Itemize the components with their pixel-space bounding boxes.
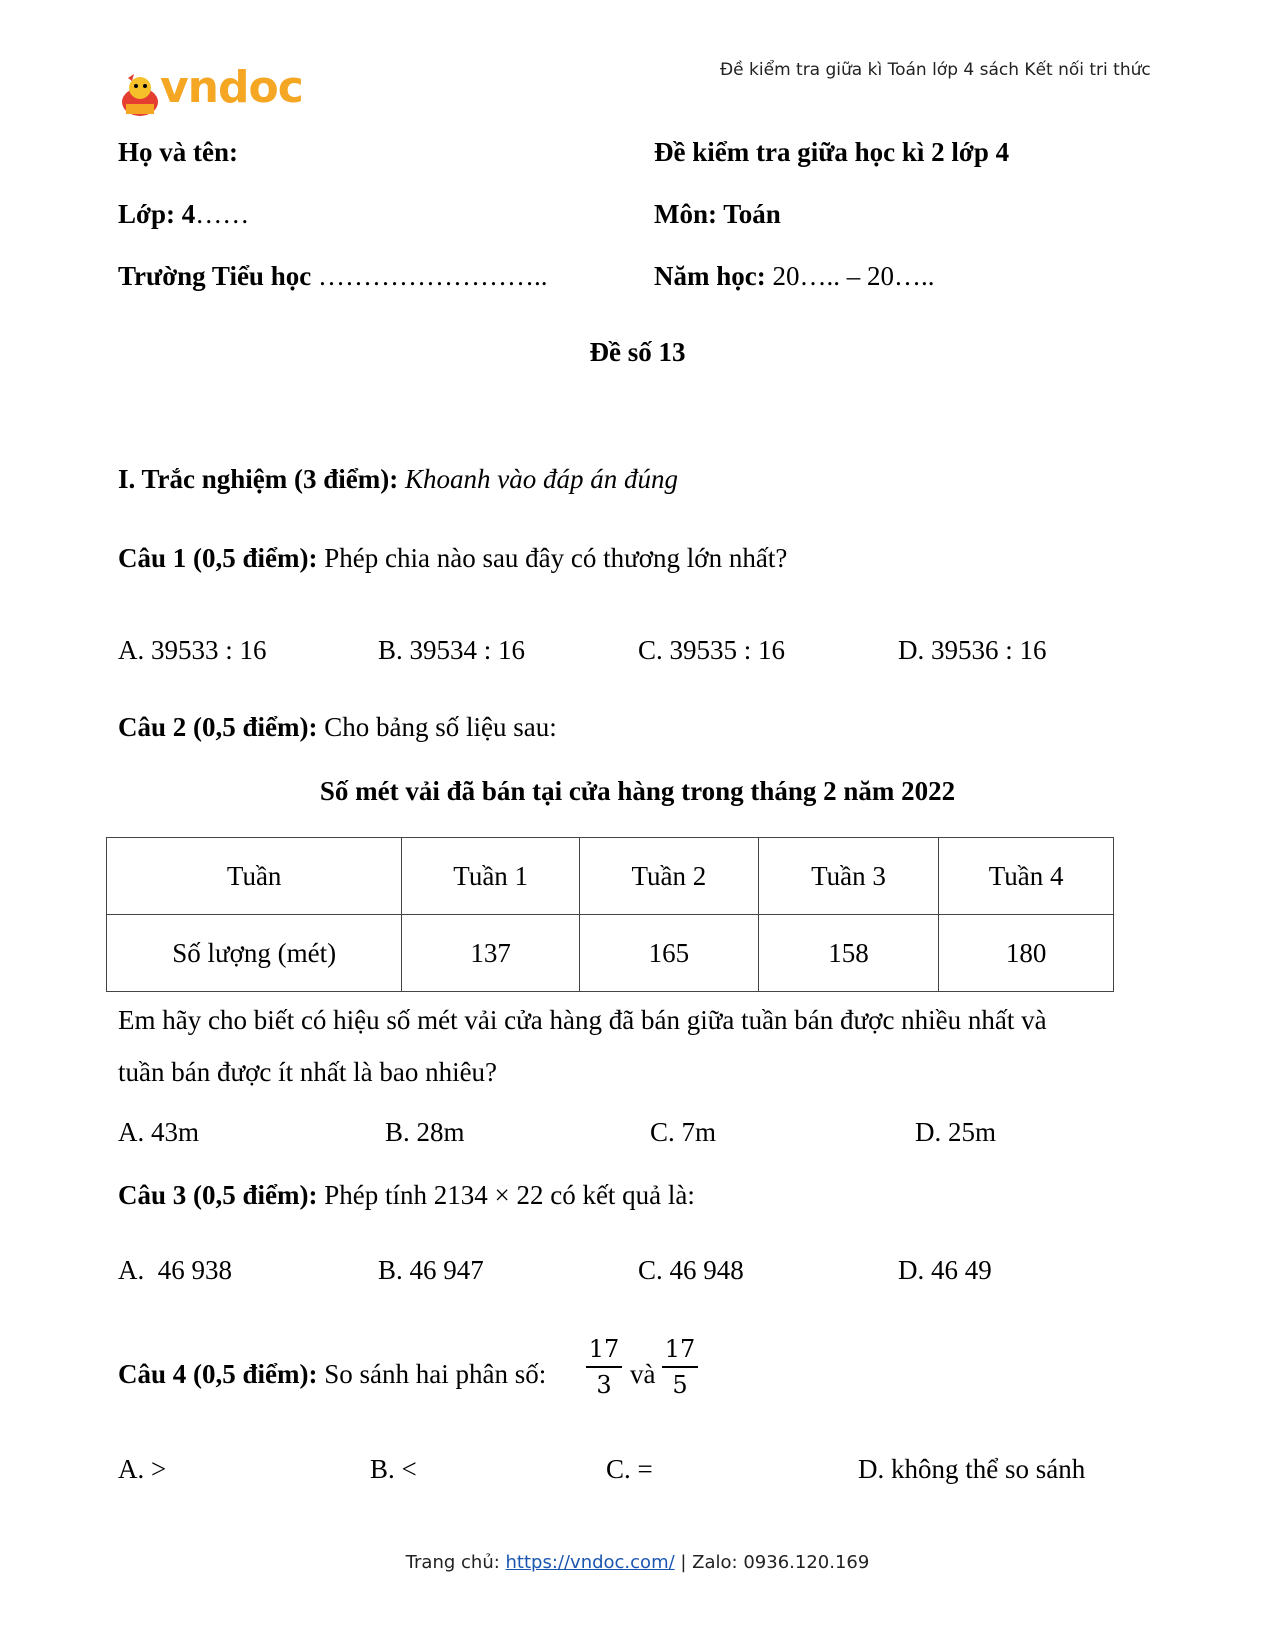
fraction-1-numerator: 17 <box>588 1335 620 1363</box>
table-cell: 165 <box>580 915 759 992</box>
table-header-cell: Tuần 1 <box>402 838 580 915</box>
q2-label: Câu 2 (0,5 điểm): <box>118 712 318 742</box>
section1-instruction: Khoanh vào đáp án đúng <box>398 464 678 494</box>
table-row <box>107 915 1114 992</box>
q2-text: Cho bảng số liệu sau: <box>317 712 557 742</box>
q4-option-b[interactable]: B. < <box>370 1454 417 1484</box>
fraction-2 <box>662 1334 698 1400</box>
fraction-1 <box>586 1334 622 1400</box>
q4-text: So sánh hai phân số: <box>317 1359 547 1389</box>
q1 <box>118 541 787 575</box>
q4-conjunction: và <box>630 1359 656 1389</box>
q4 <box>118 1357 546 1391</box>
data-table <box>106 837 1114 992</box>
mascot-icon <box>118 72 162 118</box>
class-label: Lớp: 4 <box>118 199 196 229</box>
name-label: Họ và tên: <box>118 137 238 167</box>
q3-label: Câu 3 (0,5 điểm): <box>118 1180 318 1210</box>
q2-option-a[interactable]: A. 43m <box>118 1117 199 1147</box>
q3-option-d[interactable]: D. 46 49 <box>898 1255 992 1285</box>
q3-text: Phép tính 2134 × 22 có kết quả là: <box>317 1180 695 1210</box>
exam-number: Đề số 13 <box>589 337 686 367</box>
q2-question-line2: tuần bán được ít nhất là bao nhiêu? <box>118 1057 498 1087</box>
q2 <box>118 710 557 744</box>
fraction-1-denominator: 3 <box>596 1371 612 1399</box>
table-header-cell: Tuần 2 <box>580 838 759 915</box>
year-value: 20….. – 20….. <box>765 261 935 291</box>
school-label: Trường Tiểu học <box>118 261 312 291</box>
year-label: Năm học: <box>654 261 766 291</box>
q1-option-d[interactable]: D. 39536 : 16 <box>898 635 1047 665</box>
class-line <box>118 197 249 231</box>
fraction-1-bar <box>586 1366 622 1368</box>
footer <box>0 1552 1275 1573</box>
q4-option-d[interactable]: D. không thể so sánh <box>858 1454 1086 1484</box>
table-header-cell: Tuần <box>107 838 402 915</box>
subject: Môn: Toán <box>654 199 781 229</box>
q1-label: Câu 1 (0,5 điểm): <box>118 543 318 573</box>
footer-home-label: Trang chủ: <box>405 1552 506 1573</box>
fraction-2-numerator: 17 <box>664 1335 696 1363</box>
exam-title: Đề kiểm tra giữa học kì 2 lớp 4 <box>654 137 1010 167</box>
q3-option-a[interactable]: A. 46 938 <box>118 1255 232 1285</box>
footer-link[interactable]: https://vndoc.com/ <box>505 1552 675 1573</box>
q4-label: Câu 4 (0,5 điểm): <box>118 1359 318 1389</box>
q4-option-c[interactable]: C. = <box>606 1454 653 1484</box>
section1-title: I. Trắc nghiệm (3 điểm): <box>118 464 399 494</box>
fraction-2-denominator: 5 <box>672 1371 688 1399</box>
year-line <box>654 259 934 293</box>
q1-option-b[interactable]: B. 39534 : 16 <box>378 635 526 665</box>
vndoc-logo <box>118 62 308 120</box>
q1-option-c[interactable]: C. 39535 : 16 <box>638 635 786 665</box>
table-cell: Số lượng (mét) <box>107 915 402 992</box>
section1-heading <box>118 462 678 496</box>
q3-option-c[interactable]: C. 46 948 <box>638 1255 744 1285</box>
header-note: Đề kiểm tra giữa kì Toán lớp 4 sách Kết nối tri thức <box>720 60 1151 80</box>
table-header-cell: Tuần 3 <box>758 838 939 915</box>
q2-option-d[interactable]: D. 25m <box>915 1117 996 1147</box>
q3 <box>118 1178 695 1212</box>
q3-option-b[interactable]: B. 46 947 <box>378 1255 484 1285</box>
q2-question-line1: Em hãy cho biết có hiệu số mét vải cửa hàng đã bán giữa tuần bán được nhiều nhất và <box>118 1005 1047 1035</box>
footer-contact: | Zalo: 0936.120.169 <box>674 1552 870 1573</box>
school-dots: …………………….. <box>311 261 548 291</box>
table-cell: 180 <box>939 915 1114 992</box>
q2-option-b[interactable]: B. 28m <box>385 1117 465 1147</box>
q1-option-a[interactable]: A. 39533 : 16 <box>118 635 267 665</box>
fraction-2-bar <box>662 1366 698 1368</box>
table-header-cell: Tuần 4 <box>939 838 1114 915</box>
q4-option-a[interactable]: A. > <box>118 1454 167 1484</box>
table-cell: 158 <box>758 915 939 992</box>
q2-option-c[interactable]: C. 7m <box>650 1117 717 1147</box>
class-dots: …… <box>195 199 250 229</box>
table-cell: 137 <box>402 915 580 992</box>
q1-text: Phép chia nào sau đây có thương lớn nhất? <box>317 543 788 573</box>
school-line <box>118 259 547 293</box>
logo-text: vndoc <box>160 62 303 113</box>
table-header-row <box>107 838 1114 915</box>
table-title: Số mét vải đã bán tại cửa hàng trong tháng 2 năm 2022 <box>319 776 956 806</box>
